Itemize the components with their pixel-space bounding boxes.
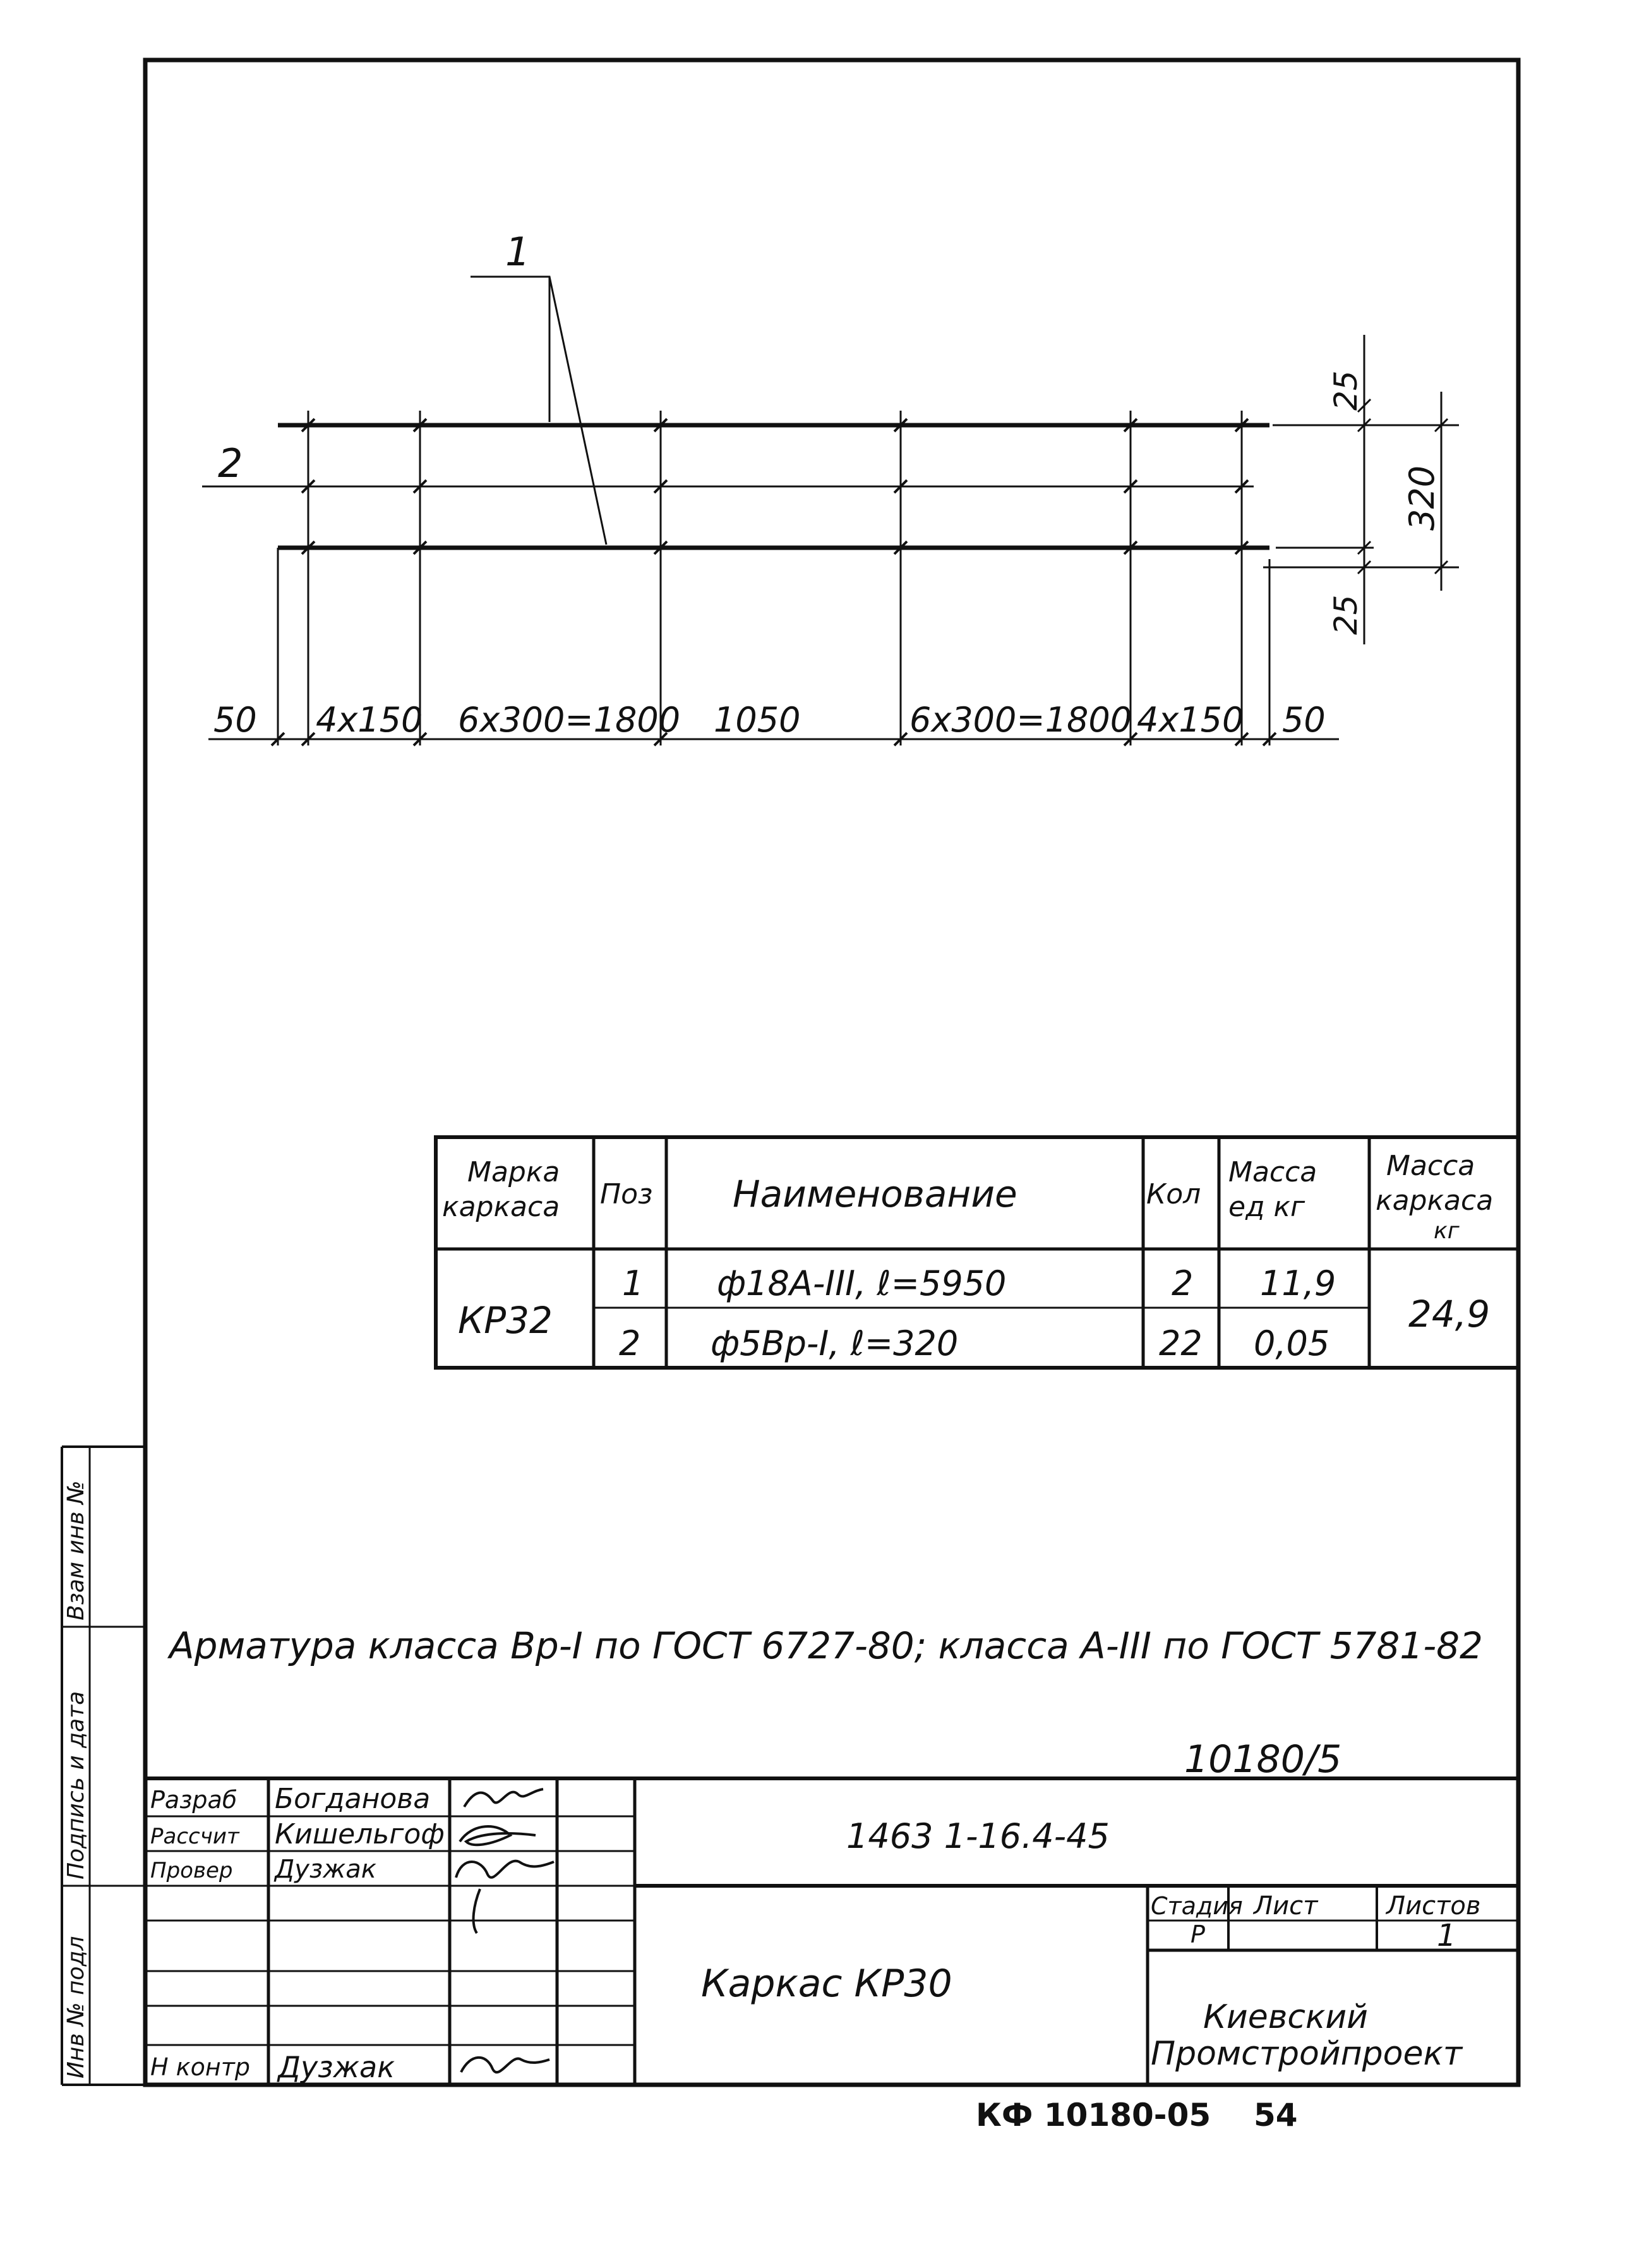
name-0: Богданова <box>275 1783 431 1815</box>
dim-label-1050: 1050 <box>714 700 801 740</box>
dim-label-50-left: 50 <box>213 700 257 740</box>
th-unit-mass-2: ед кг <box>1228 1191 1305 1223</box>
org-line-2: Промстройпроект <box>1151 2035 1463 2073</box>
stage-value: Р <box>1191 1921 1205 1948</box>
th-pos: Поз <box>600 1178 653 1210</box>
side-stamp-signature: Подпись и дата <box>63 1691 89 1879</box>
title-block-text <box>150 1783 1480 2084</box>
leader-pos1 <box>471 277 606 545</box>
side-stamp <box>63 1480 89 2078</box>
signature-4 <box>461 2058 549 2072</box>
th-mark-1: Марка <box>467 1156 560 1188</box>
dim-label-320: 320 <box>1402 465 1442 531</box>
stage-header: Стадия <box>1151 1892 1243 1920</box>
spec-table <box>436 1137 1518 1368</box>
org-line-1: Киевский <box>1203 1998 1368 2036</box>
drawing-title: Каркас КР30 <box>701 1962 952 2006</box>
th-unit-mass-1: Масса <box>1228 1156 1317 1188</box>
sheet-header: Лист <box>1254 1891 1318 1921</box>
th-name: Наименование <box>733 1173 1017 1215</box>
th-frame-mass-1: Масса <box>1386 1150 1475 1182</box>
dim-label-6x300-right: 6x300=1800 <box>909 700 1132 740</box>
pos-label-2: 2 <box>218 440 243 486</box>
th-frame-mass-2: каркаса <box>1376 1185 1494 1217</box>
th-mark-2: каркаса <box>442 1191 560 1223</box>
sheets-header: Листов <box>1386 1891 1481 1921</box>
footer-code: КФ 10180-05 <box>976 2097 1211 2133</box>
footer-page: 54 <box>1254 2097 1298 2133</box>
cell-qty-2: 22 <box>1159 1324 1203 1363</box>
cell-unit-mass-1: 11,9 <box>1260 1264 1336 1303</box>
name-2: Дузжак <box>275 1855 376 1884</box>
role-0: Разраб <box>150 1786 237 1814</box>
role-1: Рассчит <box>150 1824 239 1849</box>
doc-code: 1463 1-16.4-45 <box>846 1816 1110 1856</box>
doc-ref-small: 10180/5 <box>1184 1737 1342 1782</box>
dim-label-6x300-left: 6x300=1800 <box>458 700 681 740</box>
th-qty: Кол <box>1146 1178 1201 1210</box>
cage-drawing <box>202 277 1459 745</box>
dim-ticks <box>272 419 1276 745</box>
cage-labels <box>213 229 1442 740</box>
role-6: Н контр <box>150 2053 250 2081</box>
dim-label-25-bottom: 25 <box>1328 594 1364 635</box>
cell-mark: КР32 <box>458 1299 553 1342</box>
dim-label-50-right: 50 <box>1282 700 1326 740</box>
cell-unit-mass-2: 0,05 <box>1254 1324 1330 1363</box>
dim-label-25-top: 25 <box>1328 370 1364 411</box>
cell-pos-1: 1 <box>622 1264 644 1303</box>
signature-3 <box>456 1861 554 1878</box>
signature-1 <box>464 1789 543 1807</box>
note-text: Арматура класса Вр-I по ГОСТ 6727-80; класса А-III по ГОСТ 5781-82 <box>169 1624 1483 1667</box>
sheets-value: 1 <box>1437 1918 1456 1953</box>
pos-label-1: 1 <box>505 229 531 275</box>
cell-pos-2: 2 <box>619 1324 641 1363</box>
dim-label-4x150-left: 4x150 <box>316 700 423 740</box>
role-2: Провер <box>150 1858 233 1883</box>
cell-qty-1: 2 <box>1172 1264 1194 1303</box>
side-stamp-inventory: Инв № подл <box>63 1936 89 2078</box>
name-6: Дузжак <box>278 2050 395 2084</box>
side-stamp-replace: Взам инв № <box>63 1480 89 1620</box>
signatures <box>456 1789 554 2072</box>
cell-name-1: ф18A-III, ℓ=5950 <box>717 1264 1007 1303</box>
cell-frame-mass: 24,9 <box>1408 1293 1491 1336</box>
transverse-bars <box>308 411 1242 745</box>
signature-2 <box>460 1826 536 1845</box>
cell-name-2: ф5Вр-I, ℓ=320 <box>711 1324 959 1363</box>
th-frame-mass-3: кг <box>1434 1218 1460 1244</box>
dim-label-4x150-right: 4x150 <box>1137 700 1244 740</box>
name-1: Кишельгоф <box>275 1818 445 1850</box>
